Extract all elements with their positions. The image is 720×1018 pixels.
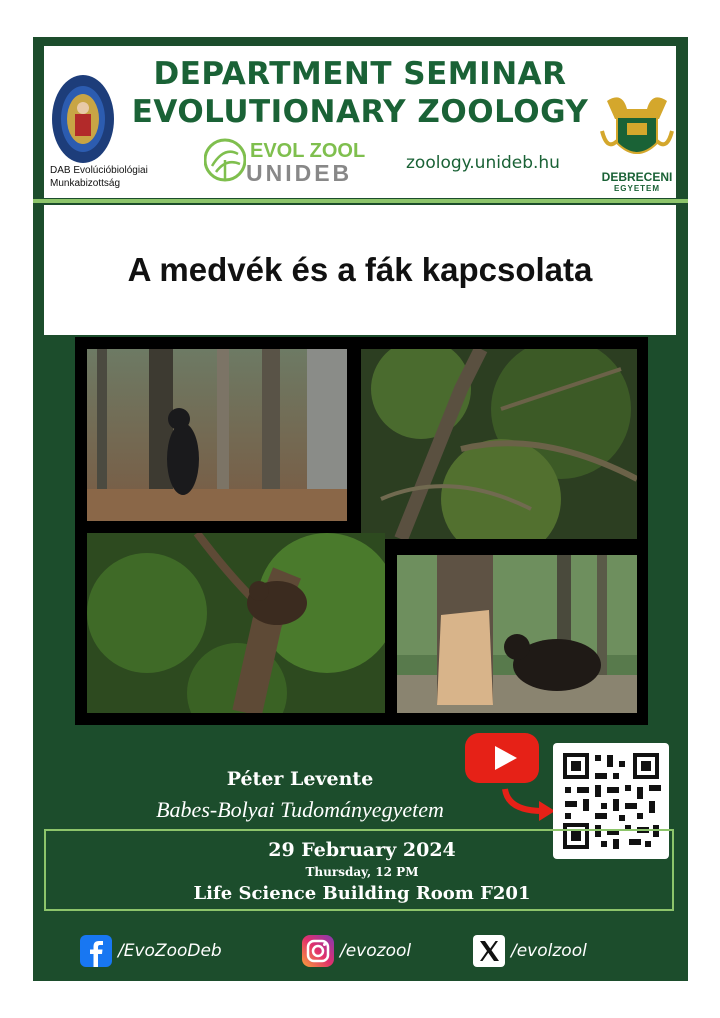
website-link[interactable]: zoology.unideb.hu [406, 153, 560, 173]
evolzool-logo-top: EVOL ZOOL [250, 140, 366, 162]
event-details [44, 829, 674, 911]
mta-caption-line2: Munkabizottság [50, 178, 121, 189]
instagram-icon [302, 935, 334, 967]
speaker-name: Péter Levente [226, 768, 374, 790]
facebook-handle: /EvoZooDeb [118, 941, 222, 961]
photo-bear-standing [87, 349, 347, 521]
social-x[interactable] [473, 934, 587, 968]
speaker-affiliation: Babes-Bolyai Tudományegyetem [156, 797, 444, 822]
debrecen-crest-icon [597, 91, 677, 167]
mta-seal-icon [51, 74, 115, 164]
photo-bear-climbing [87, 533, 385, 713]
mta-caption [50, 164, 148, 190]
evolzool-logo-bottom: UNIDEB [246, 160, 353, 186]
seminar-title-line2: EVOLUTIONARY ZOOLOGY [131, 94, 589, 130]
seminar-title-line1: DEPARTMENT SEMINAR [153, 56, 567, 92]
header [44, 46, 676, 198]
evolzool-tree-icon [204, 136, 246, 186]
social-instagram[interactable] [302, 934, 411, 968]
photo-bear-scratching [397, 555, 637, 713]
social-facebook[interactable] [80, 934, 222, 968]
photo-forest-branches [361, 349, 637, 539]
debrecen-name: DEBRECENI [601, 170, 673, 184]
event-date: 29 February 2024 [268, 839, 456, 861]
event-time: Thursday, 12 PM [305, 865, 419, 879]
instagram-handle: /evozool [340, 941, 412, 961]
photo-collage [75, 337, 648, 725]
talk-title: A medvék és a fák kapcsolata [127, 251, 593, 288]
facebook-icon [80, 935, 112, 967]
talk-title-box [44, 205, 676, 335]
x-icon [473, 935, 505, 967]
event-room: Life Science Building Room F201 [193, 883, 531, 904]
mta-caption-line1: DAB Evolúcióbiológiai [50, 165, 148, 176]
debrecen-sub: EGYETEM [613, 184, 661, 193]
x-handle: /evolzool [511, 941, 587, 961]
header-divider [33, 199, 688, 203]
